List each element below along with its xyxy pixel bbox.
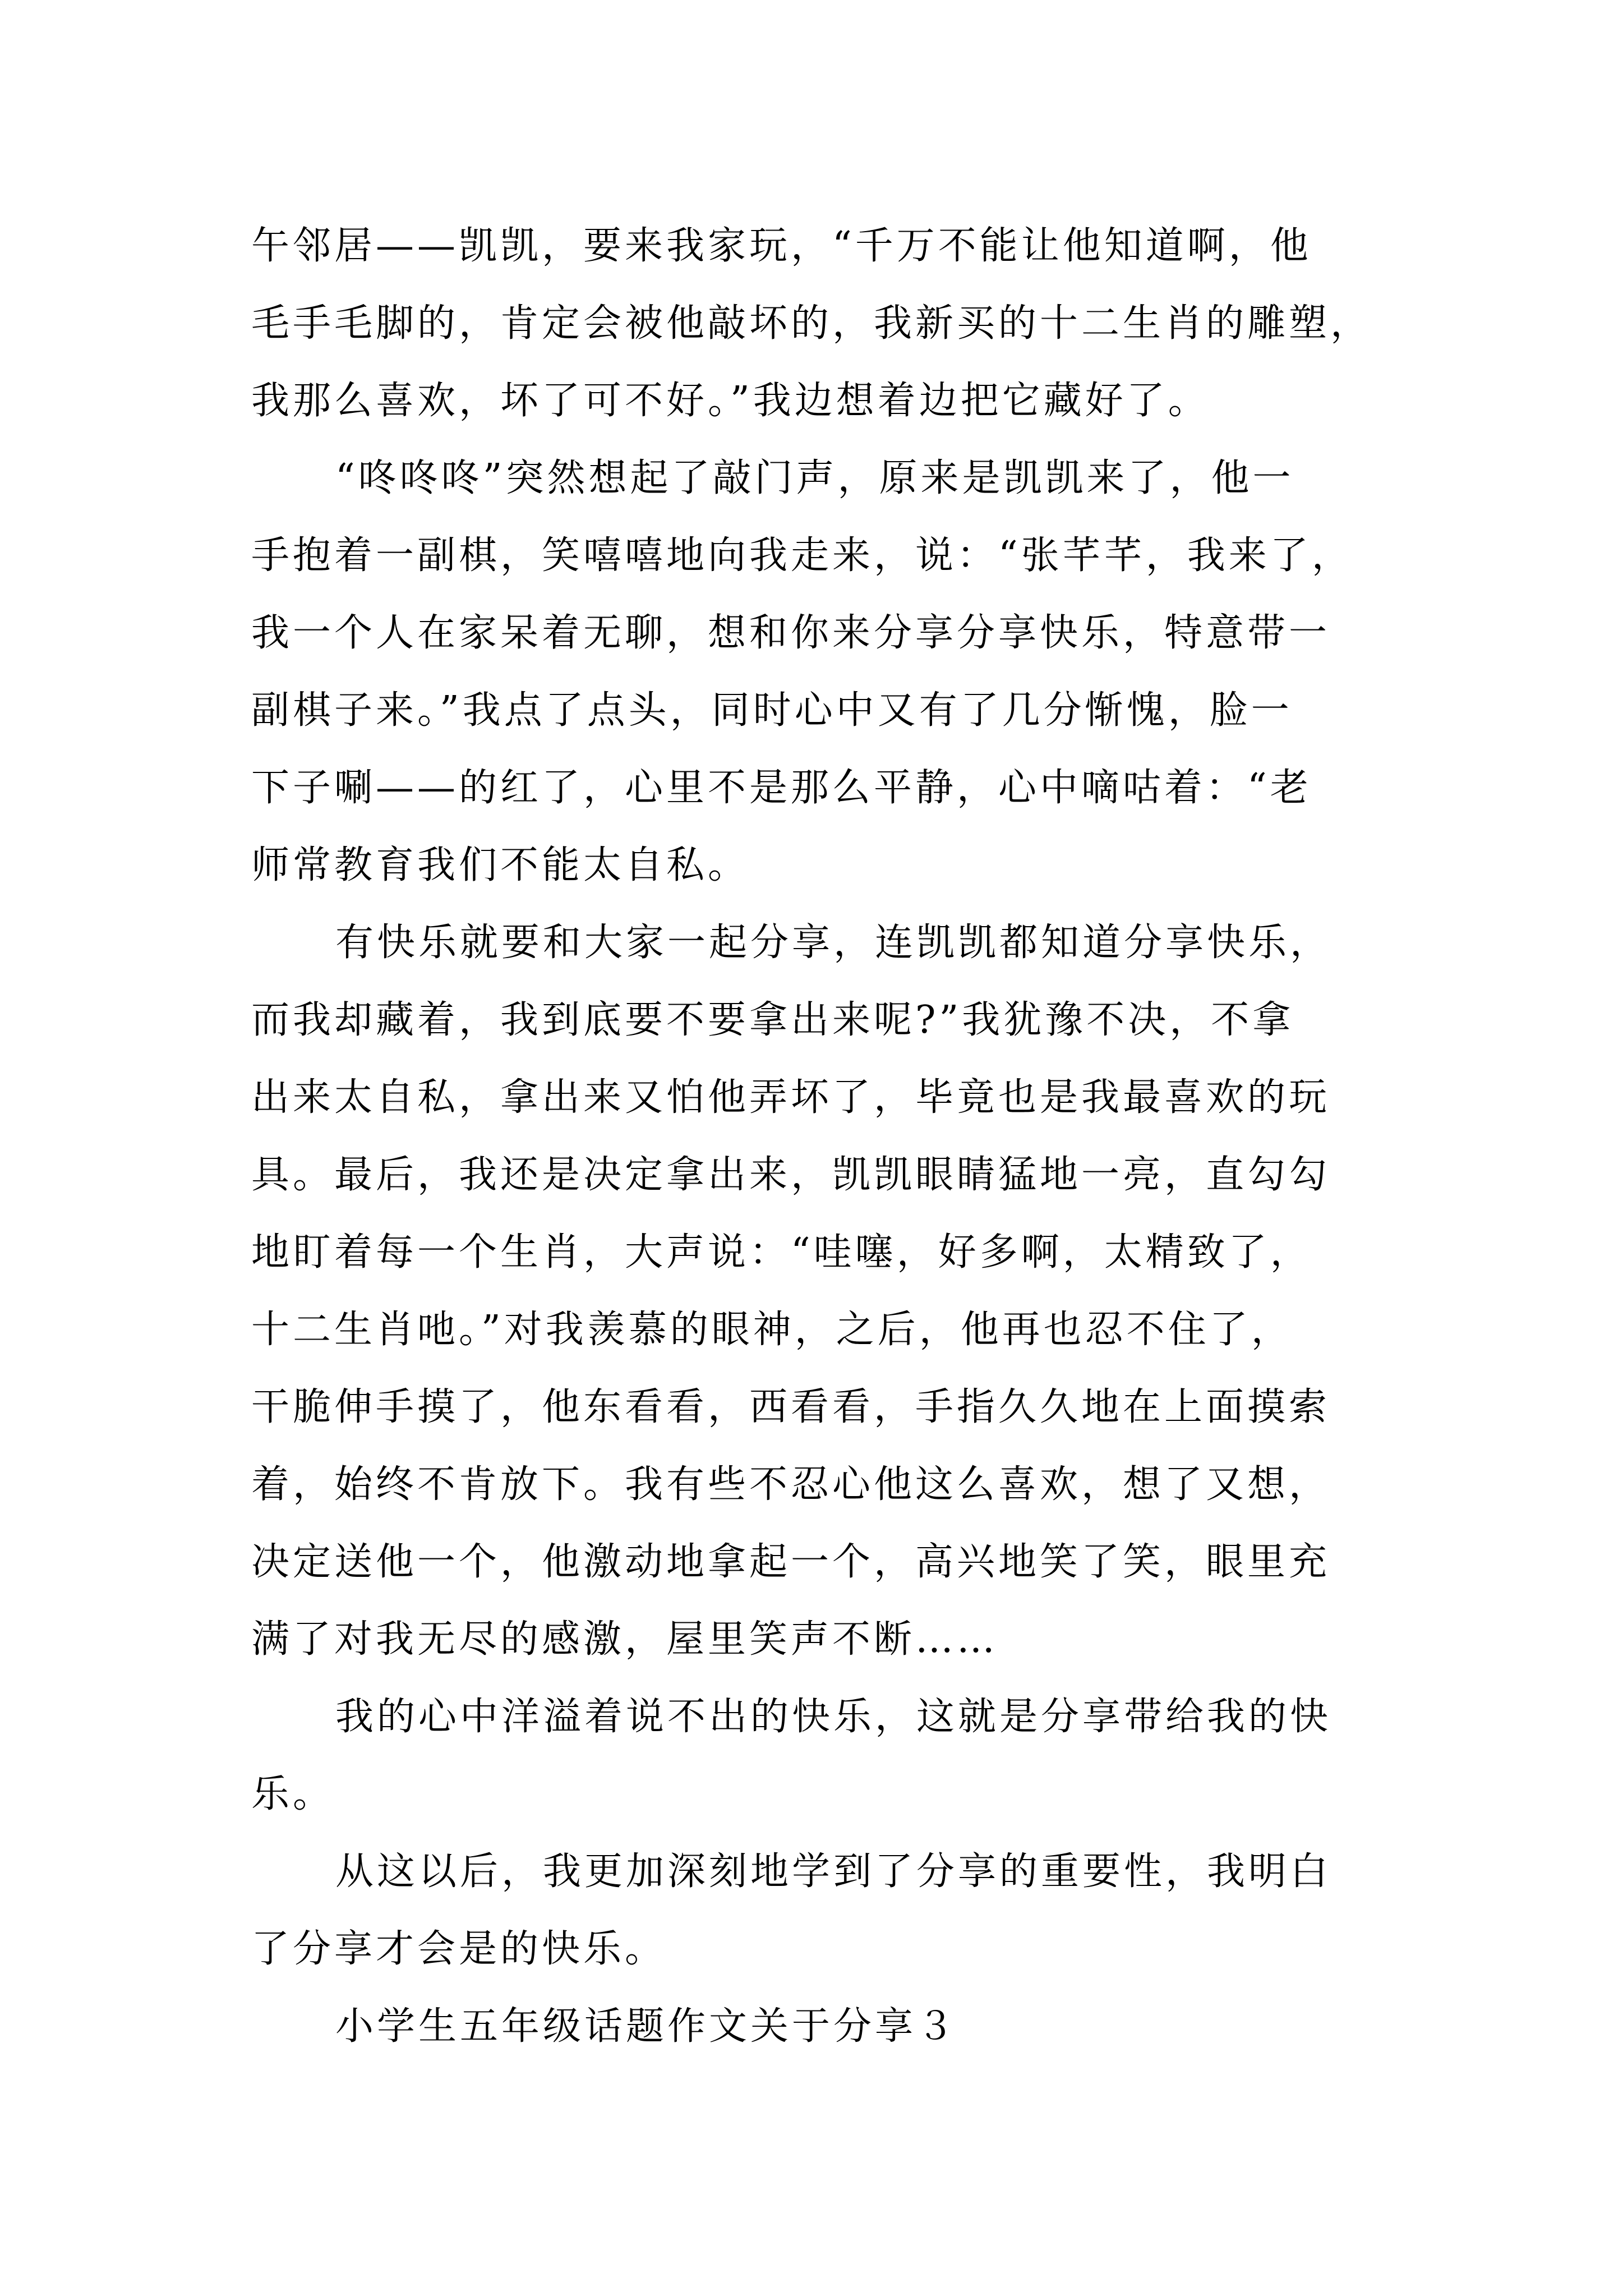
- text-line: 午邻居——凯凯，要来我家玩，“千万不能让他知道啊，他: [251, 224, 1312, 268]
- text-line: 而我却藏着，我到底要不要拿出来呢?”我犹豫不决，不拿: [251, 998, 1294, 1042]
- text-line: 了分享才会是的快乐。: [251, 1927, 667, 1971]
- text-line: 师常教育我们不能太自私。: [251, 843, 750, 887]
- paragraph-start-line: 有快乐就要和大家一起分享，连凯凯都知道分享快乐，: [335, 921, 1332, 965]
- text-line: 着，始终不肯放下。我有些不忍心他这么喜欢，想了又想，: [251, 1462, 1331, 1507]
- text-line: 毛手毛脚的，肯定会被他敲坏的，我新买的十二生肖的雕塑，: [251, 301, 1372, 346]
- text-line: 下子唰——的红了，心里不是那么平静，心中嘀咕着：“老: [251, 766, 1312, 810]
- text-line: 手抱着一副棋，笑嘻嘻地向我走来，说：“张芊芊，我来了，: [251, 533, 1353, 578]
- paragraph-start-line: “咚咚咚”突然想起了敲门声，原来是凯凯来了，他一: [335, 456, 1294, 500]
- text-line: 我那么喜欢，坏了可不好。”我边想着边把它藏好了。: [251, 379, 1210, 423]
- paragraph-start-line: 我的心中洋溢着说不出的快乐，这就是分享带给我的快: [335, 1695, 1332, 1739]
- text-line: 乐。: [251, 1772, 335, 1816]
- section-title-line: 小学生五年级话题作文关于分享３: [335, 2004, 958, 2049]
- text-line: 满了对我无尽的感激，屋里笑声不断……: [251, 1617, 999, 1662]
- text-line: 副棋子来。”我点了点头，同时心中又有了几分惭愧，脸一: [251, 688, 1293, 733]
- text-line: 出来太自私，拿出来又怕他弄坏了，毕竟也是我最喜欢的玩: [251, 1075, 1331, 1120]
- text-line: 十二生肖吔。”对我羡慕的眼神，之后，他再也忍不住了，: [251, 1308, 1293, 1352]
- text-line: 地盯着每一个生肖，大声说：“哇噻，好多啊，太精致了，: [251, 1230, 1312, 1274]
- paragraph-start-line: 从这以后，我更加深刻地学到了分享的重要性，我明白: [335, 1849, 1332, 1894]
- text-line: 我一个人在家呆着无聊，想和你来分享分享快乐，特意带一: [251, 611, 1331, 655]
- text-line: 干脆伸手摸了，他东看看，西看看，手指久久地在上面摸索: [251, 1385, 1331, 1429]
- text-line: 具。最后，我还是决定拿出来，凯凯眼睛猛地一亮，直勾勾: [251, 1153, 1331, 1197]
- document-body: [251, 208, 1412, 2065]
- text-line: 决定送他一个，他激动地拿起一个，高兴地笑了笑，眼里充: [251, 1540, 1331, 1584]
